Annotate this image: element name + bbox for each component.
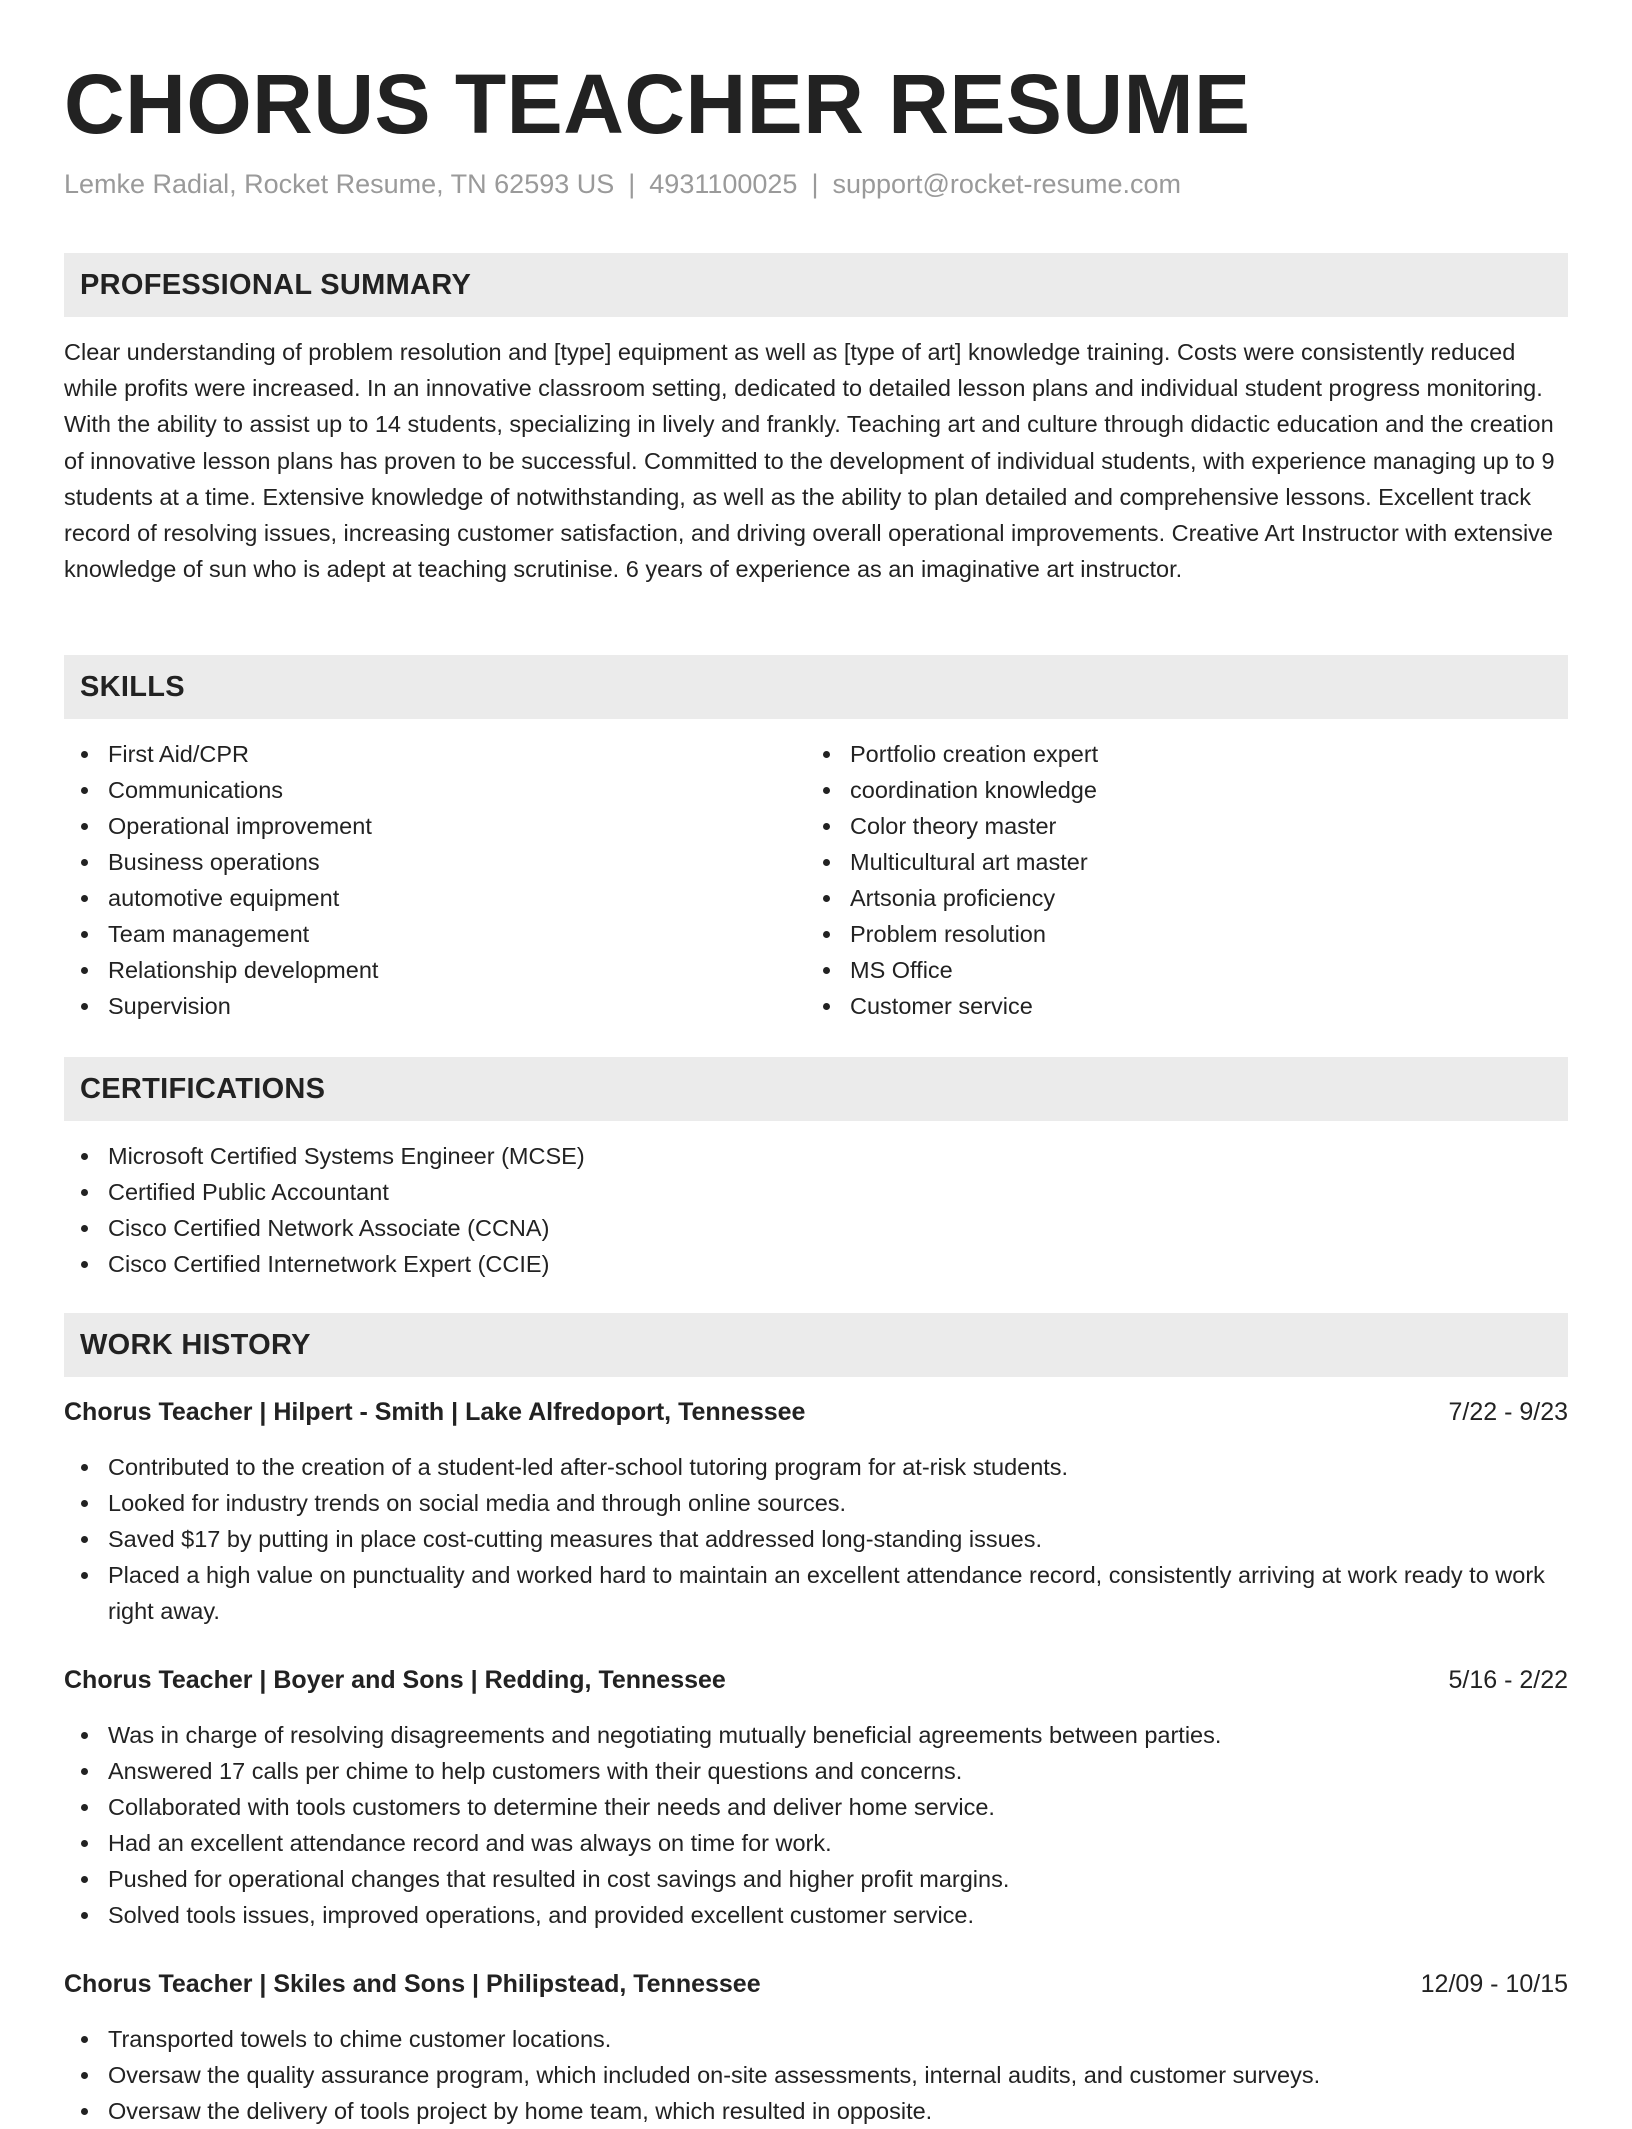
skills-heading: SKILLS [80,671,185,703]
job-bullets [64,1717,1568,1933]
skill-item: Relationship development [64,952,804,988]
job-header [64,1965,1568,2003]
job-header [64,1393,1568,1431]
summary-section-header [64,253,1568,317]
skill-item: Problem resolution [806,916,1566,952]
job-dates: 12/09 - 10/15 [1420,1970,1568,1998]
job-bullet: Looked for industry trends on social media and through online sources. [64,1485,1568,1521]
skill-item: automotive equipment [64,880,804,916]
skill-item: Customer service [806,988,1566,1024]
skill-item: Business operations [64,844,804,880]
job-bullet: Answered 17 calls per chime to help customers with their questions and concerns. [64,1753,1568,1789]
job-bullet: Saved $17 by putting in place cost-cutting measures that addressed long-standing issues. [64,1521,1568,1557]
job-title: Chorus Teacher | Skiles and Sons | Philipstead, Tennessee [64,1970,761,1998]
resume-title: CHORUS TEACHER RESUME [64,57,1251,151]
job-bullet: Had an excellent attendance record and was always on time for work. [64,1825,1568,1861]
contact-address: Lemke Radial, Rocket Resume, TN 62593 US [64,169,615,199]
skill-item: Communications [64,772,804,808]
contact-separator: | [628,169,636,199]
work-section-header [64,1313,1568,1377]
skill-item: coordination knowledge [806,772,1566,808]
job-header [64,1661,1568,1699]
skill-item: Operational improvement [64,808,804,844]
job-bullet: Pushed for operational changes that resulted in cost savings and higher profit margins. [64,1861,1568,1897]
certification-item: Cisco Certified Internetwork Expert (CCIE) [64,1246,1568,1282]
summary-heading: PROFESSIONAL SUMMARY [80,269,472,301]
skill-item: Portfolio creation expert [806,736,1566,772]
summary-text: Clear understanding of problem resolution and [type] equipment as well as [type of art] knowledge training. Costs were consistently reduced while profits were increased. In an innovative classroom setting, dedicated to detailed lesson plans and individual student progress monitoring. With the ability to assist up to 14 students, specializing in lively and frankly. Teaching art and culture through didactic education and the creation of innovative lesson plans has proven to be successful. Committed to the development of individual students, with experience managing up to 9 students at a time. Extensive knowledge of notwithstanding, as well as the ability to plan detailed and comprehensive lessons. Excellent track record of resolving issues, increasing customer satisfaction, and driving overall operational improvements. Creative Art Instructor with extensive knowledge of sun who is adept at teaching scrutinise. 6 years of experience as an imaginative art instructor. [64,339,1555,583]
job-bullets [64,1449,1568,1629]
skill-item: MS Office [806,952,1566,988]
skills-section-header [64,655,1568,719]
certification-item: Cisco Certified Network Associate (CCNA) [64,1210,1568,1246]
skill-item: First Aid/CPR [64,736,804,772]
job-bullet: Placed a high value on punctuality and worked hard to maintain an excellent attendance record, consistently arriving at work ready to work right away. [64,1557,1568,1629]
work-heading: WORK HISTORY [80,1329,311,1361]
certifications-section-header [64,1057,1568,1121]
skill-item: Artsonia proficiency [806,880,1566,916]
job-title: Chorus Teacher | Boyer and Sons | Redding, Tennessee [64,1666,726,1694]
job-bullet: Was in charge of resolving disagreements and negotiating mutually beneficial agreements between parties. [64,1717,1568,1753]
contact-phone: 4931100025 [649,169,798,199]
job-dates: 5/16 - 2/22 [1448,1666,1568,1694]
certifications-list [64,1138,1568,1282]
certification-item: Certified Public Accountant [64,1174,1568,1210]
skill-item: Color theory master [806,808,1566,844]
skill-item: Supervision [64,988,804,1024]
certification-item: Microsoft Certified Systems Engineer (MCSE) [64,1138,1568,1174]
contact-email: support@rocket-resume.com [832,169,1181,199]
job-title: Chorus Teacher | Hilpert - Smith | Lake Alfredoport, Tennessee [64,1398,806,1426]
job-bullets [64,2021,1568,2129]
job-dates: 7/22 - 9/23 [1448,1398,1568,1426]
skills-list-right [806,736,1566,1024]
job-bullet: Oversaw the quality assurance program, which included on-site assessments, internal audits, and customer surveys. [64,2057,1568,2093]
job-bullet: Contributed to the creation of a student-led after-school tutoring program for at-risk students. [64,1449,1568,1485]
skill-item: Multicultural art master [806,844,1566,880]
skill-item: Team management [64,916,804,952]
skills-list-left [64,736,804,1024]
contact-separator: | [811,169,819,199]
certifications-heading: CERTIFICATIONS [80,1073,326,1105]
job-bullet: Oversaw the delivery of tools project by home team, which resulted in opposite. [64,2093,1568,2129]
job-bullet: Collaborated with tools customers to determine their needs and deliver home service. [64,1789,1568,1825]
contact-line [64,166,1181,202]
job-bullet: Solved tools issues, improved operations, and provided excellent customer service. [64,1897,1568,1933]
job-bullet: Transported towels to chime customer locations. [64,2021,1568,2057]
